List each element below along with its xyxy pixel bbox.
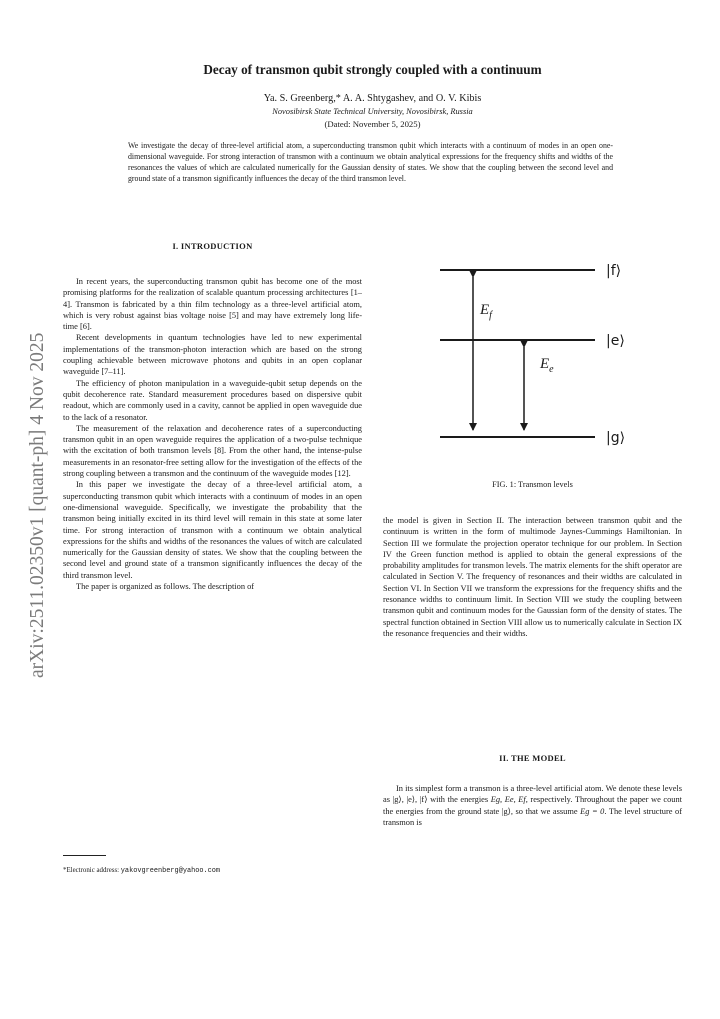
- affiliation: Novosibirsk State Technical University, Novosibirsk, Russia: [272, 107, 473, 116]
- footnote-label: *Electronic address:: [63, 867, 121, 874]
- energy-ee-label: $E_e$: [540, 356, 554, 375]
- arxiv-id-text: arXiv:2511.02350v1 [quant-ph] 4 Nov 2025: [27, 332, 48, 678]
- paragraph: In its simplest form a transmon is a three-level artificial atom. We denote these levels as |g⟩, |e⟩, |f⟩ with the energies Eg, Ee, Ef, respectively. Throughout the paper we count the energies from the ground state |g⟩, so that we assume Eg = 0. The level structure of transmon is: [383, 784, 683, 827]
- paper-title: Decay of transmon qubit strongly coupled with a continuum: [203, 62, 542, 77]
- level-f-label: |f⟩: [606, 263, 622, 279]
- arxiv-identifier-stamp: [21, 290, 51, 680]
- paragraph: The paper is organized as follows. The description of: [76, 582, 255, 592]
- paragraph: The efficiency of photon manipulation in a waveguide-qubit setup depends on the qubit decoherence rate. Standard measurement procedures based on dispersive qubit readout, which are commonly used in a cavity, cannot be applied in open waveguide due to the lack of a resonator.: [63, 378, 362, 422]
- energies-symbols: Eg, Ee, Ef: [490, 795, 526, 805]
- footnote: [63, 867, 362, 875]
- left-column-text: [63, 276, 362, 592]
- paragraph-continuation: the model is given in Section II. The interaction between transmon qubit and the continuum is written in the form of multimode Jaynes-Cummings Hamiltonian. In Section III we formulate the projection operator technique for our problem. In Section IV the Green function method is applied to obtain the general expressions of the probability amplitudes for transmon levels. The matrix elements for the shift operator are calculated in Section V. The frequency of resonances and their widths are calculated in Section VI. In Section VII we transform the expressions for the frequency shifts and the resonance widths to continuum limit. In Section VIII we study the coupling between transmon qubit and continuum modes for the Gaussian form of the density of states. The spectral function obtained in Section VIII allow us to numerically calculate in Section IX the resonance frequencies and their widths.: [383, 516, 682, 638]
- author-list: Ya. S. Greenberg,* A. A. Shtygashev, and O. V. Kibis: [263, 93, 482, 104]
- energy-ef-label: $E_f$: [480, 302, 492, 321]
- date-line: (Dated: November 5, 2025): [324, 119, 421, 129]
- right-column-text: [383, 515, 682, 639]
- figure-caption: FIG. 1: Transmon levels: [492, 480, 573, 489]
- level-g-label: |g⟩: [606, 430, 626, 446]
- transmon-level-diagram: [420, 250, 650, 450]
- section-heading-model: II. THE MODEL: [499, 753, 566, 763]
- section-heading-introduction: I. INTRODUCTION: [172, 241, 253, 251]
- level-e-label: |e⟩: [606, 333, 625, 349]
- author-email: yakovgreenberg@yahoo.com: [120, 867, 221, 875]
- paragraph: In recent years, the superconducting transmon qubit has become one of the most promising platforms for the realization of scalable quantum processing architectures [1–4]. Transmon is fabricated by a thin film technology as a three-level artificial atom, which is very robust against bias voltage noise [5] and may have extremely long life-time [6].: [63, 277, 362, 332]
- paragraph: In this paper we investigate the decay of a three-level artificial atom, a superconducting transmon qubit which interacts with a continuum of modes in an open one-dimensional waveguide. Specifically, we investigate the probability that the transmon being initially excited in its third level will remain in this state at some later time. For strong interaction of transmon with a continuum we obtain analytical expressions for the shifts and widths of the resonances the values of witch are calculated numerically for the Gaussian density of states. We show that the coupling between the second level and ground state of a transmon significantly influences the decay of the third transmon level.: [63, 480, 362, 580]
- paragraph: Recent developments in quantum technologies have led to new experimental implementations of the transmon-photon interaction which are based on the strong coupling achievable between microwave photons and qubits in an open coplanar waveguide [7–11].: [63, 333, 362, 377]
- footnote-divider: [63, 855, 106, 856]
- paragraph: The measurement of the relaxation and decoherence rates of a superconducting transmon qubit in an open waveguide requires the application of a two-pulse technique with the excitation of both transmon levels [8]. From the other hand, the intense-pulse measurements in an resonator-free setting allow for the investigation of the effects of the strong coupling between a transmon and the continuum of the waveguide modes [12].: [63, 423, 362, 479]
- abstract: We investigate the decay of three-level artificial atom, a superconducting transmon qubit which interacts with a continuum of modes in an open one-dimensional waveguide. For strong interaction of transmon with a continuum we obtain analytical expressions for the frequency shifts and widths of the resonances the values of which are calculated numerically for the Gaussian density of states. We show that the coupling between the second level and ground state of a transmon significantly influences the decay of the third transmon level.: [128, 141, 613, 184]
- model-section-text: [383, 783, 682, 828]
- ground-energy-zero: Eg = 0: [580, 806, 605, 816]
